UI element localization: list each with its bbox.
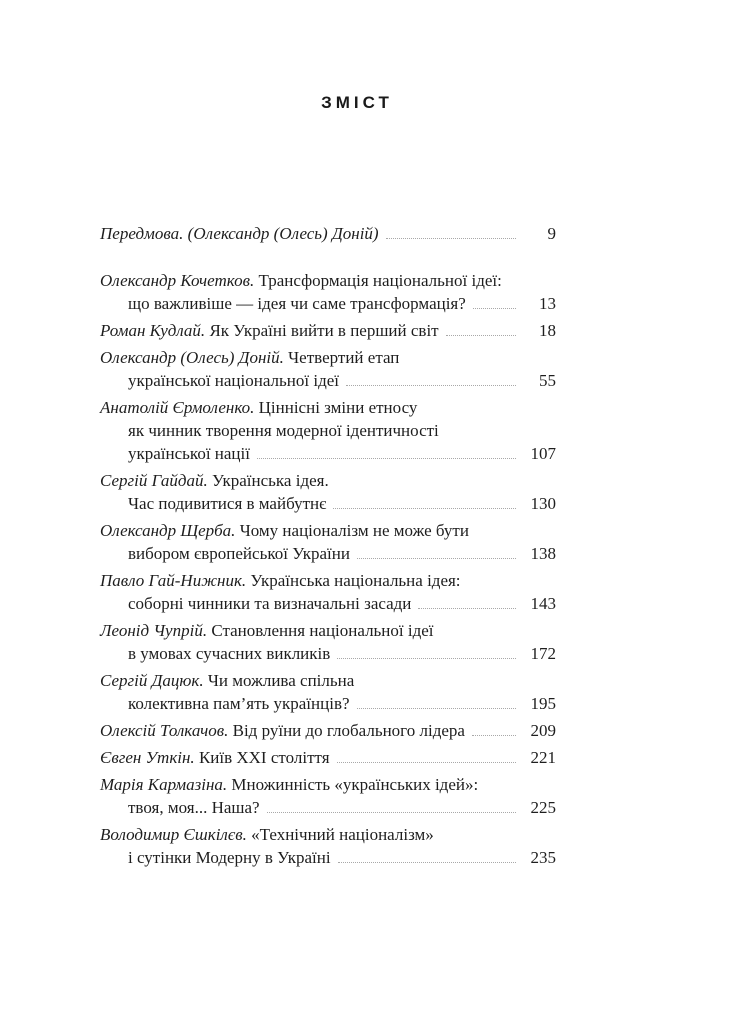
page-number: 195 [530,694,556,713]
entry-author: Анатолій Єрмоленко. [100,398,255,417]
toc-line [100,469,556,492]
entry-title-text: Володимир Єшкілєв. «Технічний націоналізм» [100,825,434,844]
page-number: 225 [530,798,556,817]
dot-leader [446,335,516,336]
entry-title-text: колективна пам’ять українців? [128,694,350,713]
toc-line [100,642,556,665]
entry-author: Передмова. (Олександр (Олесь) Доній) [100,224,379,243]
entry-author: Олександр (Олесь) Доній. [100,348,284,367]
page-number: 172 [530,644,556,663]
toc-list [100,222,556,873]
page-number: 9 [547,224,556,243]
page-number: 143 [530,594,556,613]
toc-line [100,746,556,769]
entry-title-text: української нації [128,444,250,463]
entry-author: Сергій Гайдай. [100,471,208,490]
toc-entry [100,619,556,665]
entry-title-text: Марія Кармазіна. Множинність «українських ідей»: [100,775,479,794]
entry-title-text: Сергій Дацюк. Чи можлива спільна [100,671,355,690]
dot-leader [267,812,516,813]
page-number: 209 [530,721,556,740]
toc-line [100,222,556,245]
dot-leader [257,458,516,459]
entry-title-text: Роман Кудлай. Як Україні вийти в перший світ [100,321,439,340]
page-number: 55 [539,371,556,390]
toc-line [100,542,556,565]
entry-title-text: Олександр (Олесь) Доній. Четвертий етап [100,348,400,367]
dot-leader [337,658,516,659]
dot-leader [333,508,516,509]
toc-entry [100,773,556,819]
contents-title: ЗМІСТ [321,93,393,112]
toc-line [100,669,556,692]
entry-title-text: Олексій Толкачов. Від руїни до глобального лідера [100,721,465,740]
entry-title-text: як чинник творення модерної ідентичності [128,421,439,440]
toc-entry [100,346,556,392]
toc-entry [100,569,556,615]
toc-entry [100,519,556,565]
entry-title-text: Олександр Щерба. Чому націоналізм не може бути [100,521,469,540]
toc-entry [100,823,556,869]
toc-line [100,619,556,642]
dot-leader [346,385,516,386]
entry-title-text: Павло Гай-Нижник. Українська національна ідея: [100,571,461,590]
page-number: 130 [530,494,556,513]
toc-line [100,292,556,315]
entry-title-text: Сергій Гайдай. Українська ідея. [100,471,329,490]
toc-line [100,396,556,419]
entry-title-text: твоя, моя... Наша? [128,798,260,817]
toc-line [100,692,556,715]
page-number: 235 [530,848,556,867]
entry-author: Олександр Кочетков. [100,271,255,290]
toc-line [100,773,556,796]
toc-entry [100,396,556,465]
toc-entry [100,719,556,742]
entry-title-text: соборні чинники та визначальні засади [128,594,412,613]
dot-leader [357,708,516,709]
page-number: 18 [539,321,556,340]
entry-title-text: Олександр Кочетков. Трансформація національної ідеї: [100,271,502,290]
toc-line [100,519,556,542]
toc-entry [100,746,556,769]
page-number: 138 [530,544,556,563]
entry-author: Сергій Дацюк. [100,671,204,690]
entry-title-text: Леонід Чупрій. Становлення національної ідеї [100,621,434,640]
toc-entry [100,222,556,245]
toc-entry [100,269,556,315]
dot-leader [472,735,516,736]
entry-title-text: української національної ідеї [128,371,339,390]
entry-title-text: Анатолій Єрмоленко. Ціннісні зміни етносу [100,398,418,417]
toc-line [100,369,556,392]
entry-author: Павло Гай-Нижник. [100,571,247,590]
toc-line [100,719,556,742]
toc-entry [100,669,556,715]
dot-leader [473,308,516,309]
entry-title-text: що важливіше — ідея чи саме трансформація? [128,294,466,313]
page-number: 13 [539,294,556,313]
entry-title-text: Час подивитися в майбутнє [128,494,327,513]
toc-line [100,269,556,292]
dot-leader [337,762,516,763]
toc-line [100,419,556,442]
entry-title-text: в умовах сучасних викликів [128,644,331,663]
entry-author: Роман Кудлай. [100,321,206,340]
entry-author: Євген Уткін. [100,748,195,767]
entry-title-text: вибором європейської України [128,544,350,563]
entry-title-text: Євген Уткін. Київ XXI століття [100,748,330,767]
dot-leader [357,558,516,559]
toc-line [100,492,556,515]
entry-title-text: і сутінки Модерну в Україні [128,848,331,867]
toc-line [100,823,556,846]
toc-entry [100,469,556,515]
toc-line [100,319,556,342]
toc-line [100,569,556,592]
entry-author: Олексій Толкачов. [100,721,229,740]
page-number: 107 [530,444,556,463]
entry-title-text [100,222,379,245]
entry-author: Марія Кармазіна. [100,775,228,794]
toc-line [100,592,556,615]
toc-line [100,346,556,369]
toc-line [100,442,556,465]
dot-leader [386,238,516,239]
entry-author: Олександр Щерба. [100,521,236,540]
entry-author: Володимир Єшкілєв. [100,825,247,844]
dot-leader [338,862,516,863]
toc-entry [100,319,556,342]
dot-leader [418,608,516,609]
toc-line [100,796,556,819]
page-number: 221 [530,748,556,767]
entry-author: Леонід Чупрій. [100,621,208,640]
toc-line [100,846,556,869]
